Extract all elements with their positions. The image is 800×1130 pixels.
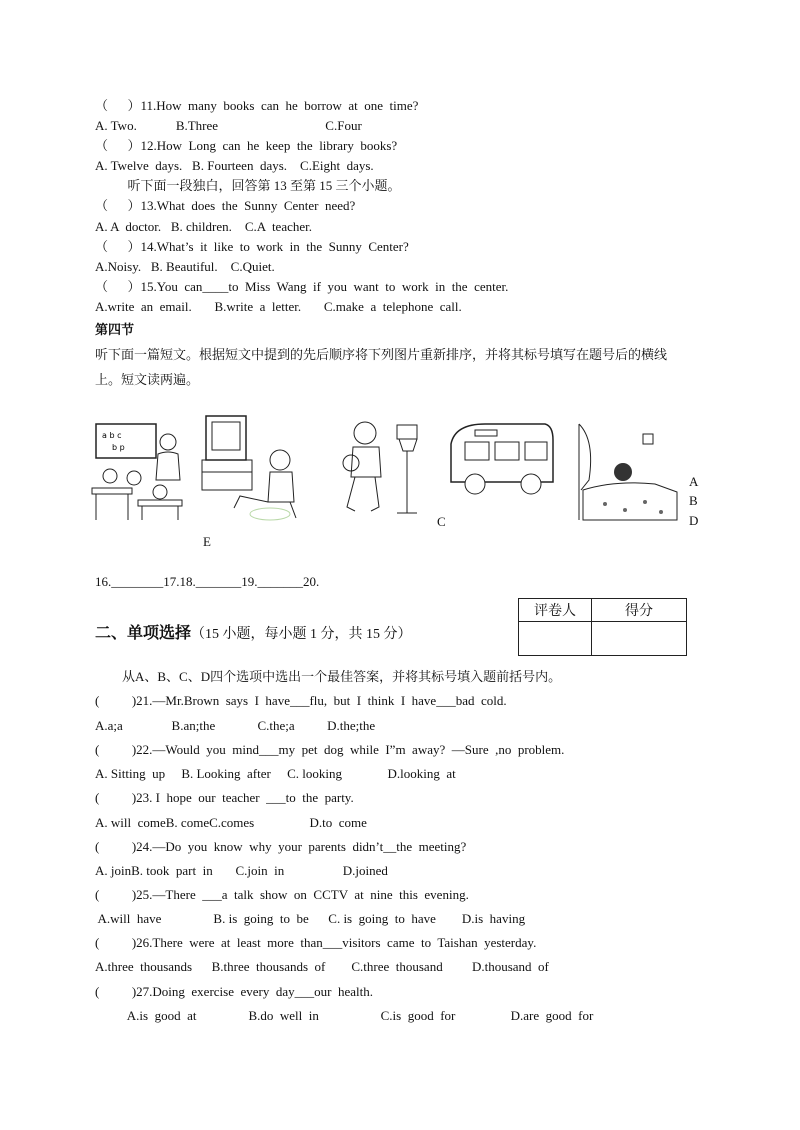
q26-options: A.three thousands B.three thousands of C.three thousand D.thousand of (95, 959, 549, 974)
classroom-picture (88, 420, 188, 524)
basketball-picture (335, 415, 435, 520)
section4-instruction-line2: 上。短文读两遍。 (95, 372, 200, 387)
svg-text:a b c: a b c (102, 431, 122, 440)
part2-instruction: 从A、B、C、D四个选项中选出一个最佳答案，并将其标号填入题前括号内。 (122, 669, 562, 684)
q11-stem: （ ）11.How many books can he borrow at one time? (95, 98, 419, 113)
score-header: 得分 (592, 599, 687, 622)
q14-stem: （ ）14.What’s it like to work in the Sunny Center? (95, 239, 409, 254)
q24-stem: ( )24.—Do you know why your parents didn’t__the meeting? (95, 839, 467, 854)
q25-options: A.will have B. is going to be C. is going to have D.is having (95, 911, 526, 926)
picture-label-c: C (437, 514, 446, 529)
tv-picture (200, 410, 305, 525)
svg-text:b p: b p (112, 443, 125, 452)
q27-options: A.is good at B.do well in C.is good for D.are good for (95, 1008, 594, 1023)
part2-title: 二、单项选择 (95, 625, 192, 642)
q12-options: A. Twelve days. B. Fourteen days. C.Eight days. (95, 158, 374, 173)
q22-stem: ( )22.—Would you mind___my pet dog while I”m away? —Sure ,no problem. (95, 742, 565, 757)
score-cell (592, 622, 687, 656)
bus-picture (445, 420, 557, 500)
q13-stem: （ ）13.What does the Sunny Center need? (95, 198, 356, 213)
q13-options: A. A doctor. B. children. C.A teacher. (95, 219, 312, 234)
q15-options: A.write an email. B.write a letter. C.make a telephone call. (95, 299, 462, 314)
q26-stem: ( )26.There were at least more than___visitors came to Taishan yesterday. (95, 935, 537, 950)
q22-options: A. Sitting up B. Looking after C. looking D.looking at (95, 766, 456, 781)
q23-options: A. will comeB. comeC.comes D.to come (95, 815, 367, 830)
grader-header: 评卷人 (519, 599, 592, 622)
picture-label-a: A (689, 474, 699, 489)
monologue-instruction: 听下面一段独白，回答第 13 至第 15 三个小题。 (95, 178, 401, 193)
answer-blanks: 16.________17.18._______19._______20. (95, 574, 320, 589)
q15-stem: （ ）15.You can____to Miss Wang if you want to work in the center. (95, 279, 509, 294)
q23-stem: ( )23. I hope our teacher ___to the party. (95, 790, 354, 805)
q25-stem: ( )25.—There ___a talk show on CCTV at nine this evening. (95, 887, 469, 902)
part2-heading (95, 620, 412, 643)
section4-instruction-line1: 听下面一篇短文。根据短文中提到的先后顺序将下列图片重新排序，并将其标号填写在题号后的横线 (95, 347, 668, 362)
picture-label-b: B (689, 493, 698, 508)
q11-options: A. Two. B.Three C.Four (95, 118, 362, 133)
score-table (518, 598, 687, 656)
q14-options: A.Noisy. B. Beautiful. C.Quiet. (95, 259, 275, 274)
grader-cell (519, 622, 592, 656)
picture-label-d: D (689, 513, 699, 528)
q12-stem: （ ）12.How Long can he keep the library books? (95, 138, 398, 153)
q21-stem: ( )21.—Mr.Brown says I have___flu, but I think I have___bad cold. (95, 693, 507, 708)
section4-title: 第四节 (95, 322, 135, 337)
q27-stem: ( )27.Doing exercise every day___our health. (95, 984, 373, 999)
bed-picture (575, 420, 685, 525)
picture-label-e: E (203, 534, 211, 549)
q21-options: A.a;a B.an;the C.the;a D.the;the (95, 718, 376, 733)
q24-options: A. joinB. took part in C.join in D.joined (95, 863, 388, 878)
part2-subtitle: （15 小题，每小题 1 分，共 15 分） (191, 627, 412, 642)
